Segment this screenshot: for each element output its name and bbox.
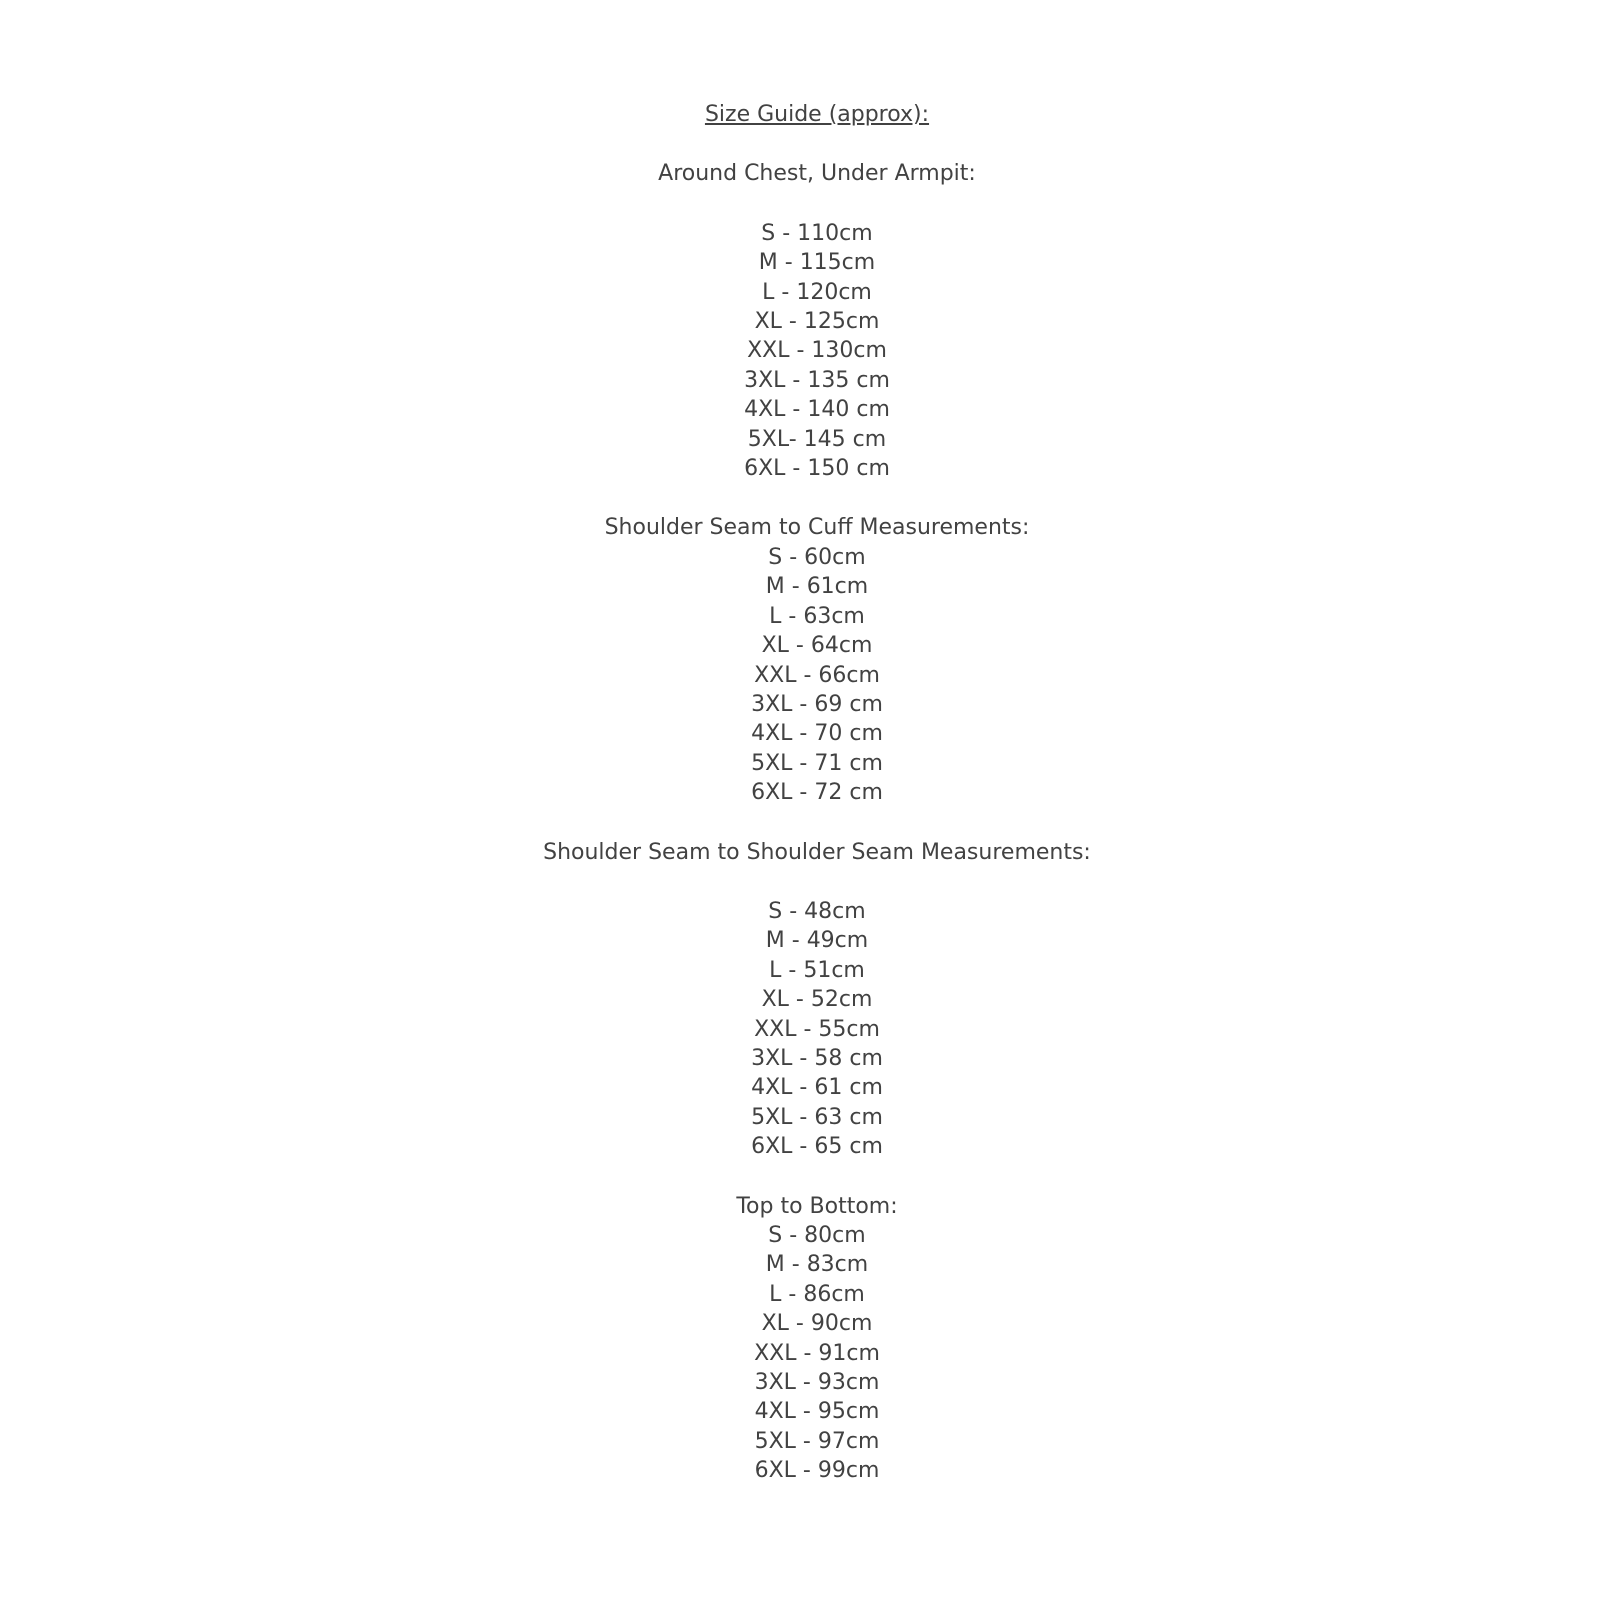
size-row: XXL - 91cm [754, 1340, 880, 1366]
size-row: 5XL- 145 cm [747, 426, 887, 452]
section-shoulder-to-cuff [34, 513, 1600, 807]
section-heading-top-to-bottom: Top to Bottom: [736, 1193, 898, 1219]
size-row: 4XL - 61 cm [751, 1075, 883, 1101]
size-row: XXL - 130cm [747, 338, 887, 364]
size-row: 3XL - 69 cm [751, 691, 883, 717]
section-top-to-bottom [34, 1192, 1600, 1486]
size-row: 3XL - 58 cm [751, 1045, 883, 1071]
size-row: 5XL - 63 cm [751, 1104, 883, 1130]
size-row: 5XL - 71 cm [751, 750, 883, 776]
size-row: L - 63cm [769, 603, 865, 629]
size-row: XL - 125cm [754, 309, 880, 335]
size-row: M - 49cm [765, 928, 869, 954]
size-row: 4XL - 140 cm [744, 397, 890, 423]
size-row: XL - 52cm [761, 987, 873, 1013]
section-heading-around-chest: Around Chest, Under Armpit: [658, 161, 976, 187]
size-row: L - 120cm [762, 279, 872, 305]
size-row: M - 83cm [765, 1252, 869, 1278]
section-heading-shoulder-to-shoulder: Shoulder Seam to Shoulder Seam Measurements: [543, 839, 1091, 865]
size-row: 6XL - 99cm [754, 1458, 880, 1484]
page-title: Size Guide (approx): [704, 102, 930, 127]
size-row: 5XL - 97cm [754, 1428, 880, 1454]
size-row: 6XL - 150 cm [744, 456, 890, 482]
size-row: S - 110cm [761, 220, 873, 246]
size-row: S - 80cm [768, 1223, 866, 1248]
size-row: 3XL - 135 cm [744, 367, 890, 393]
size-row: 4XL - 70 cm [751, 721, 883, 747]
size-list-shoulder-to-cuff [34, 543, 1600, 808]
size-row: 6XL - 65 cm [751, 1134, 883, 1160]
size-row: M - 61cm [765, 574, 869, 600]
size-row: XXL - 55cm [754, 1016, 880, 1042]
size-row: XL - 90cm [761, 1311, 873, 1337]
size-row: S - 48cm [768, 898, 866, 924]
size-row: M - 115cm [758, 250, 876, 276]
size-row: XXL - 66cm [754, 662, 880, 688]
size-row: 3XL - 93cm [754, 1370, 880, 1396]
size-row: S - 60cm [768, 544, 866, 570]
size-row: L - 51cm [769, 957, 865, 983]
section-heading-shoulder-to-cuff: Shoulder Seam to Cuff Measurements: [604, 515, 1030, 541]
size-list-around-chest [34, 219, 1600, 484]
size-row: XL - 64cm [761, 633, 873, 659]
size-list-top-to-bottom [34, 1221, 1600, 1486]
size-row: 6XL - 72 cm [751, 780, 883, 806]
size-list-shoulder-to-shoulder [34, 897, 1600, 1162]
size-row: 4XL - 95cm [754, 1399, 880, 1425]
size-row: L - 86cm [769, 1281, 865, 1307]
